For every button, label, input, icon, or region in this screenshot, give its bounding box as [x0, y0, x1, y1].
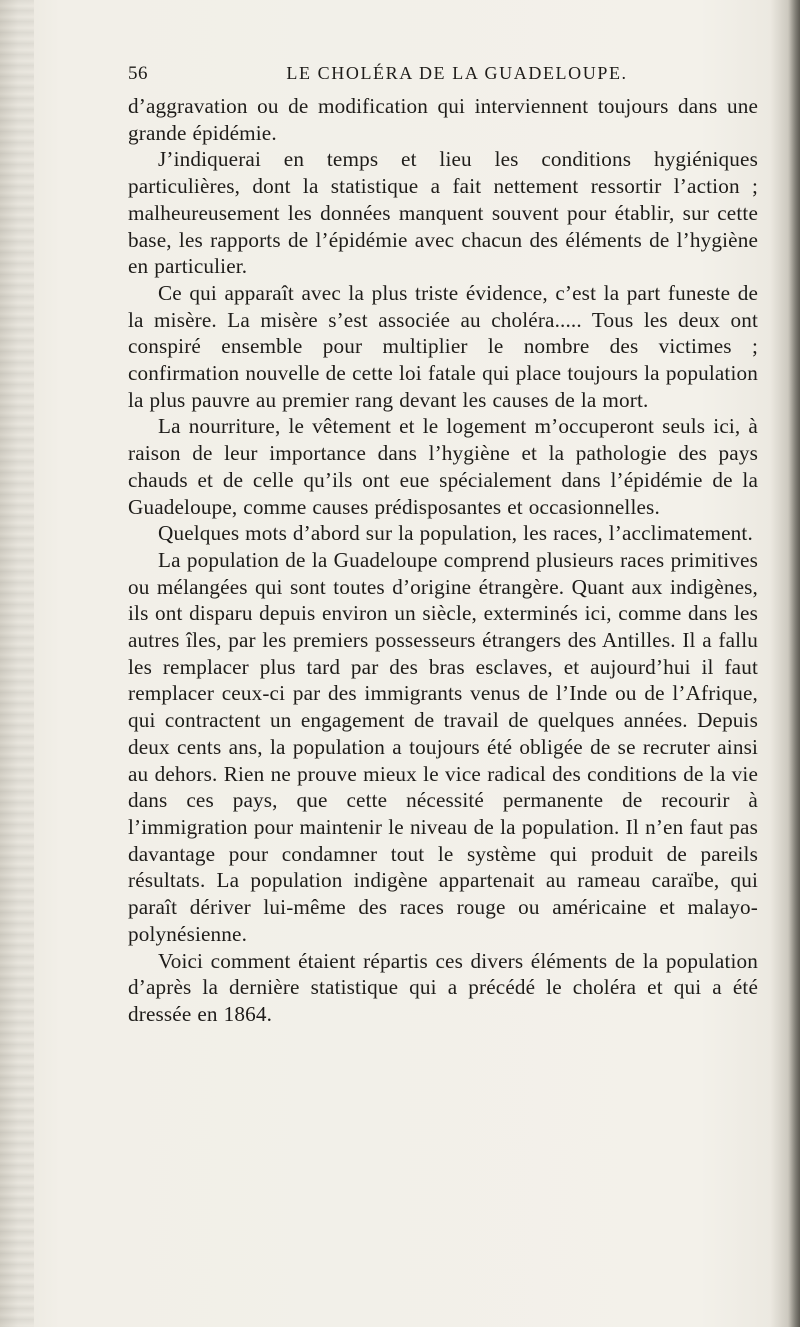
- paragraph-4: La nourriture, le vêtement et le logement m’occuperont seuls ici, à raison de leur importance dans l’hygiène et la pathologie des pays chauds et de celle qu’ils ont eue spécialement dans l’épidémie de la Guadeloupe, comme causes prédisposantes et occasionnelles.: [128, 414, 758, 519]
- paragraph-1: d’aggravation ou de modification qui interviennent toujours dans une grande épidémie.: [128, 94, 758, 145]
- running-head: [128, 63, 756, 91]
- paragraph-7: Voici comment étaient répartis ces divers éléments de la population d’après la dernière statistique qui a précédé le choléra et qui a été dressée en 1864.: [128, 948, 758, 1026]
- running-title: LE CHOLÉRA DE LA GUADELOUPE.: [286, 63, 628, 83]
- paragraph-5: Quelques mots d’abord sur la population, les races, l’acclimatement.: [158, 521, 753, 546]
- paragraph-6: La population de la Guadeloupe comprend plusieurs races primitives ou mélangées qui sont toutes d’origine étrangère. Quant aux indigènes, ils ont disparu depuis environ un siècle, exterminés ici, comme dans les autres îles, par les premiers possesseurs étrangers des Antilles. Il a fallu les remplacer plus tard par des bras esclaves, et aujourd’hui il faut remplacer ceux-ci par des immigrants venus de l’Inde ou de l’Afrique, qui contractent un engagement de travail de quelques années. Depuis deux cents ans, la population a toujours été obligée de se recruter ainsi au dehors. Rien ne prouve mieux le vice radical des conditions de la vie dans ces pays, que cette nécessité permanente de recourir à l’immigration pour maintenir le niveau de la population. Il n’en faut pas davantage pour condamner tout le système qui produit de pareils résultats. La population indigène appartenait au rameau caraïbe, qui paraît dériver lui-même des races rouge ou américaine et malayo-polynésienne.: [128, 547, 758, 946]
- paragraph-3: Ce qui apparaît avec la plus triste évidence, c’est la part funeste de la misère. La misère s’est associée au choléra..... Tous les deux ont conspiré ensemble pour multiplier le nombre des victimes ; confirmation nouvelle de cette loi fatale qui place toujours la population la plus pauvre au premier rang devant les causes de la mort.: [128, 280, 758, 412]
- paragraph-2: J’indiquerai en temps et lieu les conditions hygiéniques particulières, dont la statistique a fait nettement ressortir l’action ; malheureusement les données manquent souvent pour établir, sur cette base, les rapports de l’épidémie avec chacun des éléments de l’hygiène en particulier.: [128, 147, 758, 279]
- binding-shadow-left: [0, 0, 34, 1327]
- body-text: [128, 93, 758, 1028]
- binding-shadow-right: [788, 0, 800, 1327]
- page-number: 56: [128, 63, 148, 84]
